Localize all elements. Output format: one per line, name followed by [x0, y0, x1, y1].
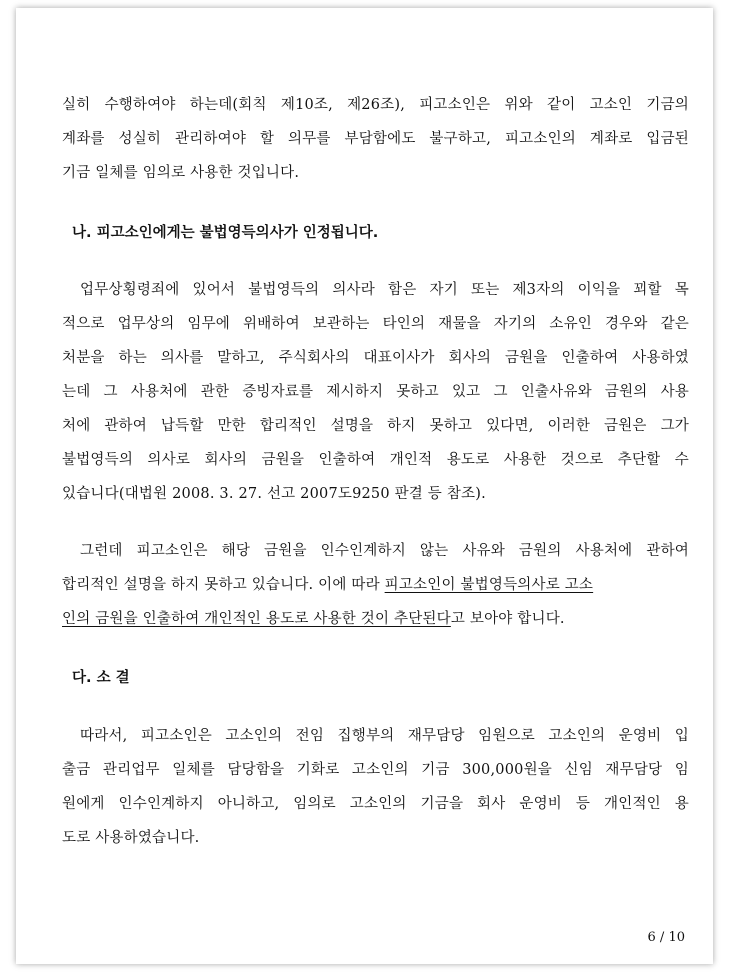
paragraph-line: 불법영득의 의사로 회사의 금원을 인출하여 개인적 용도로 사용한 것으로 추단할 수: [62, 452, 689, 468]
paragraph-line: 실히 수행하여야 하는데(회칙 제10조, 제26조), 피고소인은 위와 같이 고소인 기금의: [62, 97, 689, 113]
page-number: 6 / 10: [647, 930, 685, 945]
paragraph-line: 기금 일체를 임의로 사용한 것입니다.: [62, 165, 300, 181]
paragraph-line: 는데 그 사용처에 관한 증빙자료를 제시하지 못하고 있고 그 인출사유와 금원의 사용: [62, 384, 689, 400]
section-heading-da: 다. 소 결: [72, 670, 130, 686]
document-page: [16, 8, 713, 964]
paragraph-line: 출금 관리업무 일체를 담당함을 기화로 고소인의 기금 300,000원을 신임 재무담당 임: [62, 762, 689, 778]
paragraph-line: 처분을 하는 의사를 말하고, 주식회사의 대표이사가 회사의 금원을 인출하여 사용하였: [62, 350, 689, 366]
paragraph-line: 계좌를 성실히 관리하여야 할 의무를 부담함에도 불구하고, 피고소인의 계좌로 입금된: [62, 131, 689, 147]
paragraph-line: 원에게 인수인계하지 아니하고, 임의로 고소인의 기금을 회사 운영비 등 개인적인 용: [62, 796, 689, 812]
paragraph-line: 업무상횡령죄에 있어서 불법영득의 의사라 함은 자기 또는 제3자의 이익을 꾀할 목: [80, 282, 689, 298]
paragraph-text: 고 보아야 합니다.: [450, 611, 565, 627]
paragraph-line: [62, 607, 565, 628]
section-heading-na: 나. 피고소인에게는 불법영득의사가 인정됩니다.: [72, 225, 379, 241]
paragraph-line: 그런데 피고소인은 해당 금원을 인수인계하지 않는 사유와 금원의 사용처에 관하여: [80, 543, 689, 559]
paragraph-line: 적으로 업무상의 임무에 위배하여 보관하는 타인의 재물을 자기의 소유인 경우와 같은: [62, 316, 689, 332]
underlined-emphasis: 피고소인이 불법영득의사로 고소: [384, 577, 594, 593]
paragraph-line: 도로 사용하였습니다.: [62, 830, 200, 846]
paragraph-line: 따라서, 피고소인은 고소인의 전임 집행부의 재무담당 임원으로 고소인의 운영비 입: [80, 728, 689, 744]
underlined-emphasis: 인의 금원을 인출하여 개인적인 용도로 사용한 것이 추단된다: [62, 611, 451, 627]
paragraph-line: 처에 관하여 납득할 만한 합리적인 설명을 하지 못하고 있다면, 이러한 금원은 그가: [62, 418, 689, 434]
paragraph-text: 합리적인 설명을 하지 못하고 있습니다. 이에 따라: [62, 577, 385, 593]
paragraph-line: 있습니다(대법원 2008. 3. 27. 선고 2007도9250 판결 등 참조).: [62, 486, 486, 502]
paragraph-line: [62, 573, 593, 594]
